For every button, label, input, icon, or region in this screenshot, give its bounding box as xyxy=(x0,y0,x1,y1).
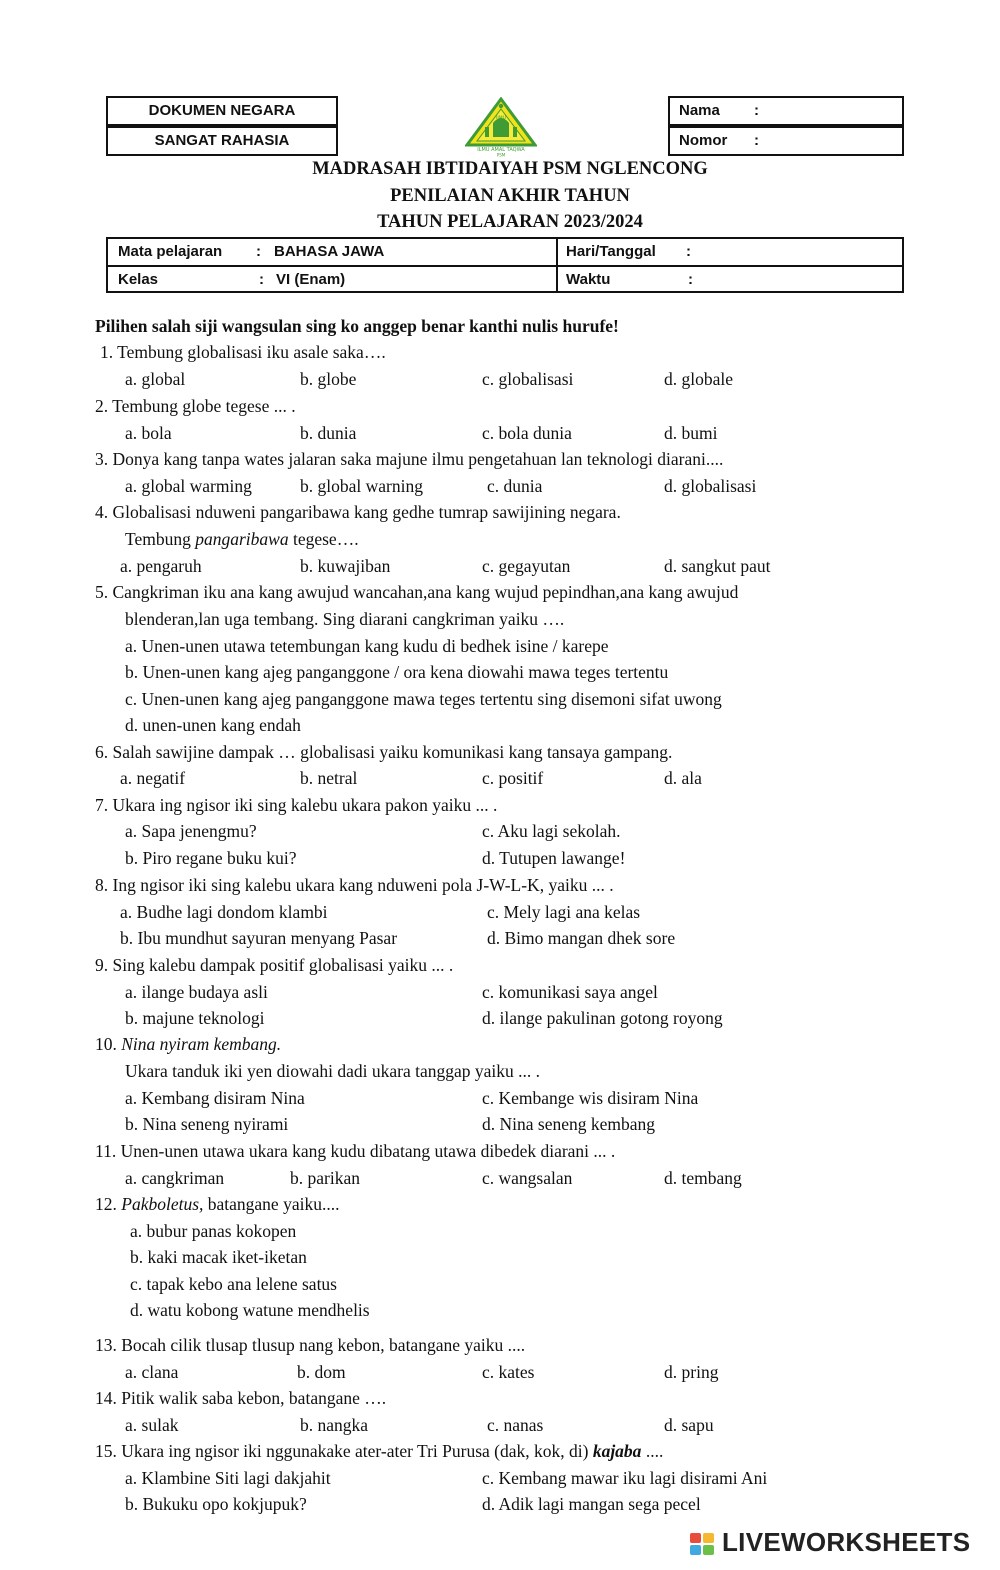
watermark-text: LIVEWORKSHEETS xyxy=(722,1527,971,1557)
option[interactable]: a. ilange budaya asli xyxy=(125,982,268,1002)
option[interactable]: b. parikan xyxy=(290,1168,360,1188)
question-12: 12. Pakboletus, batangane yaiku.... xyxy=(95,1194,340,1214)
logo-top-text: IIMU xyxy=(496,116,506,121)
option[interactable]: c. globalisasi xyxy=(482,369,574,389)
liveworksheets-logo-icon xyxy=(690,1533,716,1557)
option[interactable]: c. dunia xyxy=(487,476,543,496)
option[interactable]: b. Nina seneng nyirami xyxy=(125,1114,289,1134)
question-14: 14. Pitik walik saba kebon, batangane …. xyxy=(95,1388,387,1408)
option[interactable]: a. Kembang disiram Nina xyxy=(125,1088,305,1108)
option[interactable]: a. Sapa jenengmu? xyxy=(125,821,257,841)
subject-label: Mata pelajaran xyxy=(118,243,223,260)
doc-type-box xyxy=(106,96,338,126)
question-6: 6. Salah sawijine dampak … globalisasi yaiku komunikasi kang tansaya gampang. xyxy=(95,742,673,762)
time-colon: : xyxy=(688,271,693,288)
question-8: 8. Ing ngisor iki sing kalebu ukara kang nduweni pola J-W-L-K, yaiku ... . xyxy=(95,875,614,895)
option[interactable]: b. Ibu mundhut sayuran menyang Pasar xyxy=(120,928,398,948)
option[interactable]: d. Nina seneng kembang xyxy=(482,1114,656,1134)
instruction: Pilihen salah siji wangsulan sing ko anggep benar kanthi nulis hurufe! xyxy=(95,316,619,336)
classification-box xyxy=(106,126,338,156)
option[interactable]: d. tembang xyxy=(664,1168,742,1188)
option[interactable]: a. clana xyxy=(125,1362,179,1382)
option[interactable]: b. majune teknologi xyxy=(125,1008,265,1028)
option[interactable]: b. global warning xyxy=(300,476,423,496)
number-field[interactable] xyxy=(668,126,904,156)
option[interactable]: d. globalisasi xyxy=(664,476,757,496)
name-label: Nama xyxy=(679,102,720,119)
class-label: Kelas xyxy=(118,271,159,288)
question-3: 3. Donya kang tanpa wates jalaran saka majune ilmu pengetahuan lan teknologi diarani.... xyxy=(95,449,724,469)
option[interactable]: b. dunia xyxy=(300,423,357,443)
option[interactable]: c. Unen-unen kang ajeg panganggone mawa teges tertentu sing disemoni sifat uwong xyxy=(125,689,722,709)
name-field[interactable] xyxy=(668,96,904,126)
option[interactable]: b. dom xyxy=(297,1362,346,1382)
option[interactable]: b. kuwajiban xyxy=(300,556,391,576)
option[interactable]: c. Mely lagi ana kelas xyxy=(487,902,641,922)
doc-type: DOKUMEN NEGARA xyxy=(148,102,296,119)
option[interactable]: a. pengaruh xyxy=(120,556,202,576)
option[interactable]: c. positif xyxy=(482,768,544,788)
question-5-line2: blenderan,lan uga tembang. Sing diarani cangkriman yaiku …. xyxy=(125,609,565,629)
option[interactable]: c. bola dunia xyxy=(482,423,572,443)
option[interactable]: a. global xyxy=(125,369,186,389)
day-label: Hari/Tanggal xyxy=(566,243,656,260)
question-1: 1. Tembung globalisasi iku asale saka…. xyxy=(100,342,386,362)
option[interactable]: b. kaki macak iket-iketan xyxy=(130,1247,307,1267)
option[interactable]: a. bubur panas kokopen xyxy=(130,1221,297,1241)
question-10: 10. Nina nyiram kembang. xyxy=(95,1034,282,1054)
option[interactable]: d. ilange pakulinan gotong royong xyxy=(482,1008,723,1028)
question-15: 15. Ukara ing ngisor iki nggunakake ater-ater Tri Purusa (dak, kok, di) kajaba .... xyxy=(95,1441,664,1461)
option[interactable]: b. Piro regane buku kui? xyxy=(125,848,297,868)
option[interactable]: c. nanas xyxy=(487,1415,544,1435)
option[interactable]: d. sangkut paut xyxy=(664,556,771,576)
name-colon: : xyxy=(754,102,759,119)
option[interactable]: a. global warming xyxy=(125,476,252,496)
option[interactable]: d. Tutupen lawange! xyxy=(482,848,626,868)
option[interactable]: b. globe xyxy=(300,369,357,389)
exam-title: PENILAIAN AKHIR TAHUN xyxy=(390,186,630,206)
option[interactable]: a. sulak xyxy=(125,1415,179,1435)
time-label: Waktu xyxy=(566,271,611,288)
liveworksheets-watermark xyxy=(690,1527,990,1561)
option[interactable]: c. Kembang mawar iku lagi disirami Ani xyxy=(482,1468,768,1488)
number-label: Nomor xyxy=(679,132,728,149)
option[interactable]: d. globale xyxy=(664,369,734,389)
class-colon: : xyxy=(259,271,264,288)
school-logo-icon xyxy=(465,97,537,157)
option[interactable]: c. Aku lagi sekolah. xyxy=(482,821,621,841)
option[interactable]: d. ala xyxy=(664,768,702,788)
question-9: 9. Sing kalebu dampak positif globalisasi yaiku ... . xyxy=(95,955,454,975)
option[interactable]: a. Unen-unen utawa tetembungan kang kudu di bedhek isine / karepe xyxy=(125,636,609,656)
option[interactable]: d. pring xyxy=(664,1362,719,1382)
option[interactable]: a. bola xyxy=(125,423,172,443)
question-2: 2. Tembung globe tegese ... . xyxy=(95,396,296,416)
option[interactable]: d. bumi xyxy=(664,423,718,443)
info-table xyxy=(106,237,904,293)
option[interactable]: d. unen-unen kang endah xyxy=(125,715,301,735)
option[interactable]: a. Budhe lagi dondom klambi xyxy=(120,902,328,922)
subject-value: BAHASA JAWA xyxy=(274,243,385,260)
question-4: 4. Globalisasi nduweni pangaribawa kang gedhe tumrap sawijining negara. xyxy=(95,502,621,522)
option[interactable]: d. watu kobong watune mendhelis xyxy=(130,1300,370,1320)
classification: SANGAT RAHASIA xyxy=(154,132,290,149)
option[interactable]: b. Bukuku opo kokjupuk? xyxy=(125,1494,307,1514)
option[interactable]: b. netral xyxy=(300,768,358,788)
question-13: 13. Bocah cilik tlusap tlusup nang kebon, batangane yaiku .... xyxy=(95,1335,526,1355)
question-4-line2: Tembung pangaribawa tegese…. xyxy=(125,529,359,549)
question-11: 11. Unen-unen utawa ukara kang kudu dibatang utawa dibedek diarani ... . xyxy=(95,1141,616,1161)
option[interactable]: c. komunikasi saya angel xyxy=(482,982,658,1002)
option[interactable]: a. negatif xyxy=(120,768,186,788)
option[interactable]: c. wangsalan xyxy=(482,1168,573,1188)
school-year: TAHUN PELAJARAN 2023/2024 xyxy=(377,212,643,232)
option[interactable]: c. tapak kebo ana lelene satus xyxy=(130,1274,337,1294)
question-7: 7. Ukara ing ngisor iki sing kalebu ukara pakon yaiku ... . xyxy=(95,795,498,815)
question-10-line2: Ukara tanduk iki yen diowahi dadi ukara tanggap yaiku ... . xyxy=(125,1061,541,1081)
day-colon: : xyxy=(686,243,691,260)
option[interactable]: c. gegayutan xyxy=(482,556,571,576)
subject-colon: : xyxy=(256,243,261,260)
option[interactable]: a. cangkriman xyxy=(125,1168,225,1188)
option[interactable]: c. Kembange wis disiram Nina xyxy=(482,1088,699,1108)
logo-psm: PSM xyxy=(496,152,506,157)
option[interactable]: c. kates xyxy=(482,1362,535,1382)
option[interactable]: d. Bimo mangan dhek sore xyxy=(487,928,676,948)
option[interactable]: b. Unen-unen kang ajeg panganggone / ora kena diowahi mawa teges tertentu xyxy=(125,662,669,682)
class-value: VI (Enam) xyxy=(276,271,346,288)
number-colon: : xyxy=(754,132,759,149)
option[interactable]: a. Klambine Siti lagi dakjahit xyxy=(125,1468,331,1488)
option[interactable]: d. Adik lagi mangan sega pecel xyxy=(482,1494,701,1514)
question-5: 5. Cangkriman iku ana kang awujud wancahan,ana kang wujud pepindhan,ana kang awujud xyxy=(95,582,739,602)
option[interactable]: d. sapu xyxy=(664,1415,714,1435)
school-name: MADRASAH IBTIDAIYAH PSM NGLENCONG xyxy=(312,159,708,179)
logo-text: ILMU AMAL TAQWA xyxy=(477,147,525,153)
option[interactable]: b. nangka xyxy=(300,1415,369,1435)
